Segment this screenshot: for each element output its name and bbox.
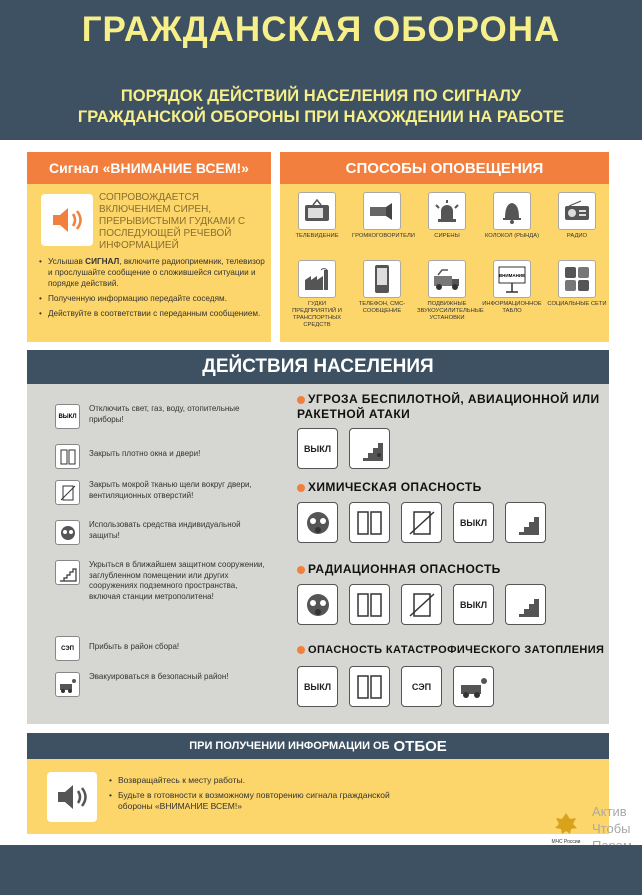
alert-methods-card bbox=[280, 152, 609, 342]
radio-icon bbox=[558, 192, 596, 230]
alert-methods-title: СПОСОБЫ ОПОВЕЩЕНИЯ bbox=[280, 152, 609, 184]
bullet-dot bbox=[297, 566, 305, 574]
svg-text:ВНИМАНИЕ: ВНИМАНИЕ bbox=[498, 273, 526, 278]
evacuation-icon bbox=[453, 666, 494, 707]
assembly-point-icon: СЭП bbox=[401, 666, 442, 707]
all-clear-instruction-2: • Будьте в готовности к возможному повторению сигнала гражданской обороны «ВНИМАНИЕ ВСЕМ!» bbox=[109, 790, 409, 812]
alert-label-truck: ПОДВИЖНЫЕ ЗВУКОУСИЛИТЕЛЬНЫЕ УСТАНОВКИ bbox=[417, 301, 484, 321]
signal-instruction-2: • Полученную информацию передайте соседям. bbox=[39, 293, 265, 304]
door-window-icon bbox=[349, 502, 390, 543]
action-text: Закрыть мокрой тканью щели вокруг двери, вентиляционных отверстий! bbox=[89, 480, 252, 500]
signal-instructions bbox=[39, 256, 265, 323]
truck-icon bbox=[428, 260, 466, 298]
switch-off-icon: ВЫКЛ bbox=[453, 584, 494, 625]
social-icon bbox=[558, 260, 596, 298]
shelter-icon bbox=[505, 502, 546, 543]
action-text: Использовать средства индивидуальной защиты! bbox=[89, 520, 241, 540]
gas-mask-icon bbox=[297, 584, 338, 625]
bell-icon bbox=[493, 192, 531, 230]
threat-title: РАДИАЦИОННАЯ ОПАСНОСТЬ bbox=[297, 562, 632, 577]
loudspeaker-icon bbox=[363, 192, 401, 230]
alert-item-truck bbox=[417, 260, 484, 322]
activation-watermark: Актив Чтобы bbox=[592, 804, 631, 836]
switch-off-icon: ВЫКЛ bbox=[297, 666, 338, 707]
subtitle-line-1: ПОРЯДОК ДЕЙСТВИЙ НАСЕЛЕНИЯ ПО СИГНАЛУ bbox=[120, 87, 522, 105]
door-window-icon bbox=[349, 666, 390, 707]
threat-title: ХИМИЧЕСКАЯ ОПАСНОСТЬ bbox=[297, 480, 632, 495]
signal-instruction-1: • Услышав СИГНАЛ, включите радиоприемник, телевизор и прослушайте сообщение о сложившейся ситуации и порядке действий. bbox=[39, 256, 265, 289]
signal-title: Сигнал «ВНИМАНИЕ ВСЕМ!» bbox=[27, 152, 271, 184]
gas-mask-icon bbox=[297, 502, 338, 543]
speaker-icon bbox=[47, 772, 97, 822]
alert-item-factory bbox=[287, 260, 347, 329]
all-clear-instruction-1: • Возвращайтесь к месту работы. bbox=[109, 775, 409, 786]
action-text: Прибыть в район сбора! bbox=[89, 642, 180, 651]
alert-label-social: СОЦИАЛЬНЫЕ СЕТИ bbox=[547, 301, 607, 307]
all-clear-panel bbox=[27, 759, 609, 834]
alert-label-siren: СИРЕНЫ bbox=[434, 233, 460, 239]
action-text: Закрыть плотно окна и двери! bbox=[89, 449, 201, 458]
phone-icon bbox=[363, 260, 401, 298]
alert-item-board bbox=[482, 260, 542, 315]
page-title: ГРАЖДАНСКАЯ ОБОРОНА bbox=[81, 10, 561, 49]
actions-title: ДЕЙСТВИЯ НАСЕЛЕНИЯ bbox=[27, 350, 609, 384]
switch-off-icon: ВЫКЛ bbox=[297, 428, 338, 469]
threat-chemical bbox=[297, 480, 632, 543]
footer-bar bbox=[0, 845, 642, 895]
tv-icon bbox=[298, 192, 336, 230]
action-text: Эвакуироваться в безопасный район! bbox=[89, 672, 229, 681]
bullet-dot bbox=[297, 484, 305, 492]
shelter-icon bbox=[55, 560, 80, 585]
board-icon bbox=[493, 260, 531, 298]
alert-label-phone: ТЕЛЕФОН, СМС-СООБЩЕНИЕ bbox=[358, 301, 406, 314]
threat-title: ОПАСНОСТЬ КАТАСТРОФИЧЕСКОГО ЗАТОПЛЕНИЯ bbox=[297, 643, 632, 658]
threat-flooding bbox=[297, 643, 632, 707]
action-text: Укрыться в ближайшем защитном сооружении, заглубленном помещении или других сооружениях подземного пространства, включая станции метрополитена! bbox=[89, 560, 265, 601]
alert-label-factory: ГУДКИ ПРЕДПРИЯТИЙ И ТРАНСПОРТНЫХ СРЕДСТВ bbox=[292, 301, 342, 328]
shelter-icon bbox=[505, 584, 546, 625]
threat-radiation bbox=[297, 562, 632, 625]
alert-label-radio: РАДИО bbox=[566, 233, 588, 239]
shelter-icon bbox=[349, 428, 390, 469]
gas-mask-icon bbox=[55, 520, 80, 545]
switch-off-icon: ВЫКЛ bbox=[55, 404, 80, 429]
actions-panel bbox=[27, 384, 609, 724]
page-subtitle bbox=[0, 86, 642, 128]
signal-card bbox=[27, 152, 271, 342]
alert-item-radio bbox=[547, 192, 607, 240]
sealed-door-icon bbox=[55, 480, 80, 505]
assembly-point-icon: СЭП bbox=[55, 636, 80, 661]
bullet-dot bbox=[297, 396, 305, 404]
signal-description: СОПРОВОЖДАЕТСЯ ВКЛЮЧЕНИЕМ СИРЕН, ПРЕРЫВИСТЫМИ ГУДКАМИ С ПОСЛЕДУЮЩЕЙ РЕЧЕВОЙ ИНФОРМАЦИЕЙ bbox=[99, 192, 246, 251]
evacuation-icon bbox=[55, 672, 80, 697]
siren-icon bbox=[428, 192, 466, 230]
subtitle-line-2: ГРАЖДАНСКОЙ ОБОРОНЫ ПРИ НАХОЖДЕНИИ НА РАБОТЕ bbox=[77, 108, 565, 126]
bullet-dot bbox=[297, 646, 305, 654]
sealed-door-icon bbox=[401, 502, 442, 543]
door-window-icon bbox=[349, 584, 390, 625]
alert-label-board: ИНФОРМАЦИОННОЕ ТАБЛО bbox=[482, 301, 542, 314]
alert-item-social bbox=[547, 260, 607, 308]
signal-instruction-3: • Действуйте в соответствии с переданным сообщением. bbox=[39, 308, 265, 319]
threat-title: УГРОЗА БЕСПИЛОТНОЙ, АВИАЦИОННОЙ ИЛИ РАКЕТНОЙ АТАКИ bbox=[297, 392, 600, 421]
all-clear-title: ПРИ ПОЛУЧЕНИИ ИНФОРМАЦИИ ОБ ОТБОЕ bbox=[27, 733, 609, 759]
alert-label-tv: ТЕЛЕВИДЕНИЕ bbox=[295, 233, 339, 239]
alert-label-loudspeaker: ГРОМКОГОВОРИТЕЛИ bbox=[352, 233, 415, 239]
door-window-icon bbox=[55, 444, 80, 469]
alert-item-siren bbox=[417, 192, 477, 240]
switch-off-icon: ВЫКЛ bbox=[453, 502, 494, 543]
emercom-logo: МЧС России bbox=[544, 812, 588, 842]
factory-icon bbox=[298, 260, 336, 298]
sealed-door-icon bbox=[401, 584, 442, 625]
all-clear-instructions bbox=[109, 775, 409, 816]
alert-item-tv bbox=[287, 192, 347, 240]
alert-item-bell bbox=[482, 192, 542, 240]
alert-item-loudspeaker bbox=[352, 192, 415, 240]
alert-item-phone bbox=[352, 260, 412, 315]
signal-description-box bbox=[41, 194, 267, 252]
action-text: Отключить свет, газ, воду, отопительные приборы! bbox=[89, 404, 240, 424]
threat-air-attack bbox=[297, 392, 632, 469]
header bbox=[0, 0, 642, 140]
speaker-icon bbox=[41, 194, 93, 246]
alert-label-bell: КОЛОКОЛ (РЫНДА) bbox=[484, 233, 540, 239]
